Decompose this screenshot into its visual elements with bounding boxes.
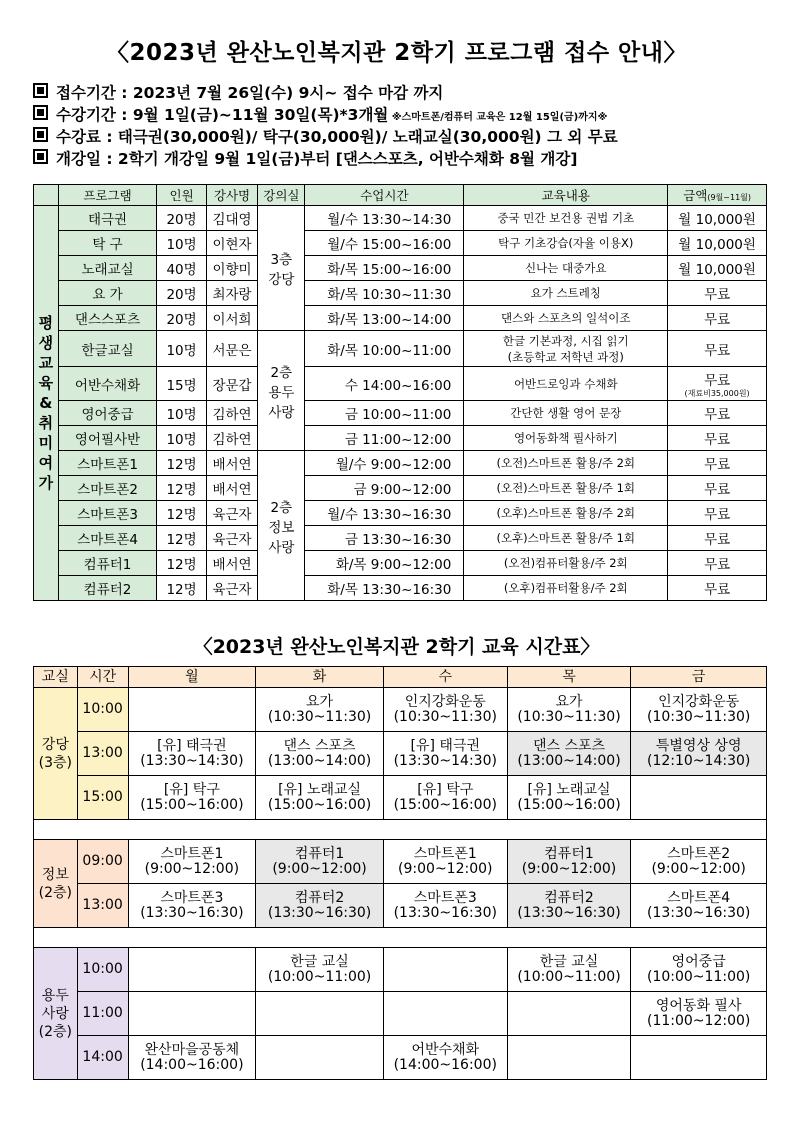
program-name: 컴퓨터1: [58, 551, 157, 576]
table-row: [34, 306, 767, 331]
people-count: 12명: [157, 551, 206, 576]
class-time: 화/목 10:00~11:00: [305, 331, 464, 367]
schedule-cell: 영어중급 (10:00~11:00): [631, 948, 767, 992]
teacher-name: 김대영: [206, 206, 258, 231]
checkbox-bullet-icon: [33, 83, 48, 98]
schedule-spacer: [34, 928, 767, 948]
time-slot: 15:00: [77, 776, 128, 820]
content-main: 한글 기본과정, 시집 읽기: [502, 333, 629, 348]
column-header: 금액(9월~11월): [668, 185, 767, 206]
teacher-name: 배서연: [206, 451, 258, 476]
amount-value: 월 10,000원: [678, 212, 756, 228]
people-count: 12명: [157, 576, 206, 601]
schedule-cell: [507, 1036, 631, 1080]
schedule-cell: 특별영상 상영 (12:10~14:30): [631, 732, 767, 776]
people-count: 12명: [157, 476, 206, 501]
schedule-title: 〈2023년 완산노인복지관 2학기 교육 시간표〉: [193, 636, 600, 658]
room-label: 용두 사랑 (2층): [34, 948, 78, 1080]
amount: [668, 281, 767, 306]
teacher-name: 최자랑: [206, 281, 258, 306]
table-row: [34, 281, 767, 306]
table-row: [34, 551, 767, 576]
schedule-cell: 컴퓨터2 (13:30~16:30): [256, 884, 384, 928]
program-name: 영어필사반: [58, 426, 157, 451]
class-time: 화/목 13:00~14:00: [305, 306, 464, 331]
teacher-name: 이향미: [206, 256, 258, 281]
schedule-cell: 인지강화운동 (10:30~11:30): [383, 688, 507, 732]
column-header: 강의실: [258, 185, 305, 206]
class-content: [464, 281, 668, 306]
amount-sub: (재료비35,000원): [684, 389, 750, 398]
people-count: 40명: [157, 256, 206, 281]
schedule-header: 시간: [77, 667, 128, 688]
schedule-cell: 컴퓨터2 (13:30~16:30): [507, 884, 631, 928]
info-line: [33, 104, 773, 126]
class-content: [464, 426, 668, 451]
table-row: [34, 331, 767, 367]
info-line: [33, 148, 773, 170]
amount-value: 무료: [704, 457, 731, 473]
schedule-cell: [128, 992, 256, 1036]
program-name: 스마트폰1: [58, 451, 157, 476]
content-main: (오전)컴퓨터활용/주 2회: [503, 556, 628, 570]
program-name: 스마트폰4: [58, 526, 157, 551]
room-label: 정보 (2층): [34, 840, 78, 928]
people-count: 20명: [157, 306, 206, 331]
program-name: 댄스스포츠: [58, 306, 157, 331]
program-name: 스마트폰2: [58, 476, 157, 501]
amount-value: 무료: [704, 373, 731, 389]
column-header: 인원: [157, 185, 206, 206]
schedule-row: [34, 776, 767, 820]
class-time: 화/목 9:00~12:00: [305, 551, 464, 576]
people-count: 20명: [157, 281, 206, 306]
class-time: 금 13:30~16:30: [305, 526, 464, 551]
program-name: 한글교실: [58, 331, 157, 367]
people-count: 10명: [157, 331, 206, 367]
amount: [668, 526, 767, 551]
class-content: [464, 526, 668, 551]
teacher-name: 이현자: [206, 231, 258, 256]
schedule-row: [34, 992, 767, 1036]
spacer-cell: [34, 928, 767, 948]
amount: [668, 551, 767, 576]
schedule-cell: [631, 776, 767, 820]
time-slot: 09:00: [77, 840, 128, 884]
amount-value: 월 10,000원: [678, 237, 756, 253]
program-name: 태극권: [58, 206, 157, 231]
amount-value: 무료: [704, 342, 731, 359]
table-row: [34, 576, 767, 601]
schedule-cell: 스마트폰1 (9:00~12:00): [383, 840, 507, 884]
schedule-spacer: [34, 820, 767, 840]
program-name: 요 가: [58, 281, 157, 306]
teacher-name: 육근자: [206, 501, 258, 526]
teacher-name: 육근자: [206, 576, 258, 601]
content-main: 요가 스트레칭: [530, 286, 601, 300]
table-row: [34, 526, 767, 551]
class-content: [464, 331, 668, 367]
amount: [668, 231, 767, 256]
class-time: 금 9:00~12:00: [305, 476, 464, 501]
schedule-cell: [383, 948, 507, 992]
schedule-row: [34, 1036, 767, 1080]
amount: [668, 306, 767, 331]
schedule-cell: 스마트폰1 (9:00~12:00): [128, 840, 256, 884]
class-content: [464, 256, 668, 281]
info-text: 수강기간 : 9월 1일(금)~11월 30일(목)*3개월: [56, 106, 389, 124]
amount: [668, 451, 767, 476]
schedule-cell: 댄스 스포츠 (13:00~14:00): [256, 732, 384, 776]
schedule-cell: [256, 1036, 384, 1080]
program-name: 컴퓨터2: [58, 576, 157, 601]
amount-value: 무료: [704, 312, 731, 328]
content-main: 어반드로잉과 수채화: [513, 376, 618, 391]
class-time: 월/수 9:00~12:00: [305, 451, 464, 476]
schedule-cell: 스마트폰3 (13:30~16:30): [128, 884, 256, 928]
table-row: [34, 231, 767, 256]
room-label: 강당 (3층): [34, 688, 78, 820]
content-main: 댄스와 스포츠의 일석이조: [501, 311, 631, 325]
time-slot: 10:00: [77, 688, 128, 732]
table-row: [34, 206, 767, 231]
people-count: 15명: [157, 367, 206, 401]
amount-value: 무료: [704, 407, 731, 423]
amount-value: 월 10,000원: [678, 262, 756, 278]
page-title: 〈2023년 완산노인복지관 2학기 프로그램 접수 안내〉: [106, 40, 687, 66]
schedule-cell: [128, 948, 256, 992]
teacher-name: 배서연: [206, 551, 258, 576]
schedule-cell: 영어동화 필사 (11:00~12:00): [631, 992, 767, 1036]
schedule-cell: [507, 992, 631, 1036]
amount-value: 무료: [704, 507, 731, 523]
schedule-cell: [유] 탁구 (15:00~16:00): [383, 776, 507, 820]
amount: [668, 256, 767, 281]
column-header: 수업시간: [305, 185, 464, 206]
people-count: 10명: [157, 401, 206, 426]
program-table: [33, 184, 767, 601]
class-time: 화/목 13:30~16:30: [305, 576, 464, 601]
amount: [668, 367, 767, 401]
schedule-row: [34, 884, 767, 928]
teacher-name: 김하연: [206, 401, 258, 426]
info-line: [33, 126, 773, 148]
classroom: 2층 용두 사랑: [258, 331, 305, 451]
class-time: 화/목 15:00~16:00: [305, 256, 464, 281]
time-slot: 13:00: [77, 732, 128, 776]
content-main: 탁구 기초강습(자율 이용X): [498, 236, 634, 250]
class-time: 월/수 13:30~16:30: [305, 501, 464, 526]
people-count: 20명: [157, 206, 206, 231]
program-name: 영어중급: [58, 401, 157, 426]
amount-value: 무료: [704, 482, 731, 498]
schedule-cell: 요가 (10:30~11:30): [256, 688, 384, 732]
column-header: 프로그램: [58, 185, 157, 206]
time-slot: 11:00: [77, 992, 128, 1036]
amount: [668, 576, 767, 601]
schedule-cell: [유] 노래교실 (15:00~16:00): [507, 776, 631, 820]
content-sub: (초등학교 저학년 과정): [507, 349, 624, 364]
schedule-cell: [128, 688, 256, 732]
schedule-header: 화: [256, 667, 384, 688]
content-main: 간단한 생활 영어 문장: [510, 406, 622, 420]
schedule-row: [34, 732, 767, 776]
people-count: 12명: [157, 526, 206, 551]
schedule-header: 수: [383, 667, 507, 688]
time-slot: 13:00: [77, 884, 128, 928]
spacer-cell: [34, 820, 767, 840]
schedule-cell: [383, 992, 507, 1036]
column-header: 강사명: [206, 185, 258, 206]
teacher-name: 김하연: [206, 426, 258, 451]
schedule-cell: 한글 교실 (10:00~11:00): [507, 948, 631, 992]
schedule-cell: 컴퓨터1 (9:00~12:00): [256, 840, 384, 884]
class-time: 월/수 15:00~16:00: [305, 231, 464, 256]
schedule-header: 교실: [34, 667, 78, 688]
schedule-cell: 댄스 스포츠 (13:00~14:00): [507, 732, 631, 776]
schedule-header: 월: [128, 667, 256, 688]
category-header: [34, 185, 59, 206]
people-count: 10명: [157, 231, 206, 256]
people-count: 10명: [157, 426, 206, 451]
class-content: [464, 306, 668, 331]
time-slot: 14:00: [77, 1036, 128, 1080]
content-main: 신나는 대중가요: [525, 261, 607, 275]
schedule-cell: 완산마을공동체 (14:00~16:00): [128, 1036, 256, 1080]
content-main: 영어동화책 필사하기: [513, 431, 618, 445]
info-text: 수강료 : 태극권(30,000원)/ 탁구(30,000원)/ 노래교실(30,000원) 그 외 무료: [56, 128, 618, 146]
schedule-cell: 어반수채화 (14:00~16:00): [383, 1036, 507, 1080]
people-count: 12명: [157, 501, 206, 526]
content-main: (오후)컴퓨터활용/주 2회: [503, 581, 628, 595]
amount-value: 무료: [704, 287, 731, 303]
schedule-cell: 스마트폰2 (9:00~12:00): [631, 840, 767, 884]
schedule-cell: [256, 992, 384, 1036]
schedule-cell: 컴퓨터1 (9:00~12:00): [507, 840, 631, 884]
schedule-header: 금: [631, 667, 767, 688]
schedule-cell: 요가 (10:30~11:30): [507, 688, 631, 732]
class-time: 금 11:00~12:00: [305, 426, 464, 451]
people-count: 12명: [157, 451, 206, 476]
schedule-cell: 한글 교실 (10:00~11:00): [256, 948, 384, 992]
schedule-header: 목: [507, 667, 631, 688]
info-line: [33, 82, 773, 104]
classroom: 2층 정보 사랑: [258, 451, 305, 601]
class-content: [464, 206, 668, 231]
class-content: [464, 231, 668, 256]
schedule-row: [34, 948, 767, 992]
table-row: [34, 367, 767, 401]
teacher-name: 육근자: [206, 526, 258, 551]
info-text: 개강일 : 2학기 개강일 9월 1일(금)부터 [댄스스포츠, 어반수채화 8월 개강]: [56, 150, 578, 168]
info-list: [33, 82, 773, 170]
teacher-name: 장문갑: [206, 367, 258, 401]
content-main: (오전)스마트폰 활용/주 1회: [496, 481, 636, 495]
class-content: [464, 476, 668, 501]
schedule-cell: [유] 노래교실 (15:00~16:00): [256, 776, 384, 820]
column-header: 교육내용: [464, 185, 668, 206]
class-content: [464, 367, 668, 401]
amount: [668, 426, 767, 451]
checkbox-bullet-icon: [33, 127, 48, 142]
program-name: 탁 구: [58, 231, 157, 256]
program-name: 노래교실: [58, 256, 157, 281]
table-row: [34, 256, 767, 281]
teacher-name: 이서희: [206, 306, 258, 331]
schedule-cell: [유] 탁구 (15:00~16:00): [128, 776, 256, 820]
teacher-name: 서문은: [206, 331, 258, 367]
table-row: [34, 451, 767, 476]
class-time: 금 10:00~11:00: [305, 401, 464, 426]
schedule-cell: [유] 태극권 (13:30~14:30): [383, 732, 507, 776]
checkbox-bullet-icon: [33, 149, 48, 164]
classroom: 3층 강당: [258, 206, 305, 331]
program-name: 어반수채화: [58, 367, 157, 401]
class-content: [464, 401, 668, 426]
time-slot: 10:00: [77, 948, 128, 992]
category-label: 평생교육&취미여가: [34, 206, 59, 601]
amount: [668, 331, 767, 367]
info-text: 접수기간 : 2023년 7월 26일(수) 9시~ 접수 마감 까지: [56, 84, 444, 102]
schedule-cell: [631, 1036, 767, 1080]
table-row: [34, 426, 767, 451]
schedule-row: [34, 840, 767, 884]
table-row: [34, 401, 767, 426]
content-main: 중국 민간 보건용 권법 기초: [497, 211, 635, 225]
amount-value: 무료: [704, 582, 731, 598]
table-row: [34, 476, 767, 501]
schedule-row: [34, 688, 767, 732]
amount-value: 무료: [704, 557, 731, 573]
amount: [668, 476, 767, 501]
schedule-cell: 스마트폰3 (13:30~16:30): [383, 884, 507, 928]
amount-header-sub: (9월~11월): [707, 193, 752, 202]
schedule-table: [33, 666, 767, 1080]
schedule-cell: 인지강화운동 (10:30~11:30): [631, 688, 767, 732]
amount-value: 무료: [704, 432, 731, 448]
class-content: [464, 576, 668, 601]
content-main: (오후)스마트폰 활용/주 2회: [496, 506, 636, 520]
checkbox-bullet-icon: [33, 105, 48, 120]
content-main: (오전)스마트폰 활용/주 2회: [496, 456, 636, 470]
class-content: [464, 551, 668, 576]
amount-value: 무료: [704, 532, 731, 548]
class-content: [464, 501, 668, 526]
amount: [668, 206, 767, 231]
table-row: [34, 501, 767, 526]
class-time: 화/목 10:30~11:30: [305, 281, 464, 306]
amount: [668, 401, 767, 426]
amount: [668, 501, 767, 526]
teacher-name: 배서연: [206, 476, 258, 501]
class-time: 수 14:00~16:00: [305, 367, 464, 401]
program-name: 스마트폰3: [58, 501, 157, 526]
schedule-cell: 스마트폰4 (13:30~16:30): [631, 884, 767, 928]
class-content: [464, 451, 668, 476]
schedule-cell: [유] 태극권 (13:30~14:30): [128, 732, 256, 776]
content-main: (오후)스마트폰 활용/주 1회: [496, 531, 636, 545]
class-time: 월/수 13:30~14:30: [305, 206, 464, 231]
info-note: ※스마트폰/컴퓨터 교육은 12월 15일(금)까지※: [388, 112, 608, 123]
